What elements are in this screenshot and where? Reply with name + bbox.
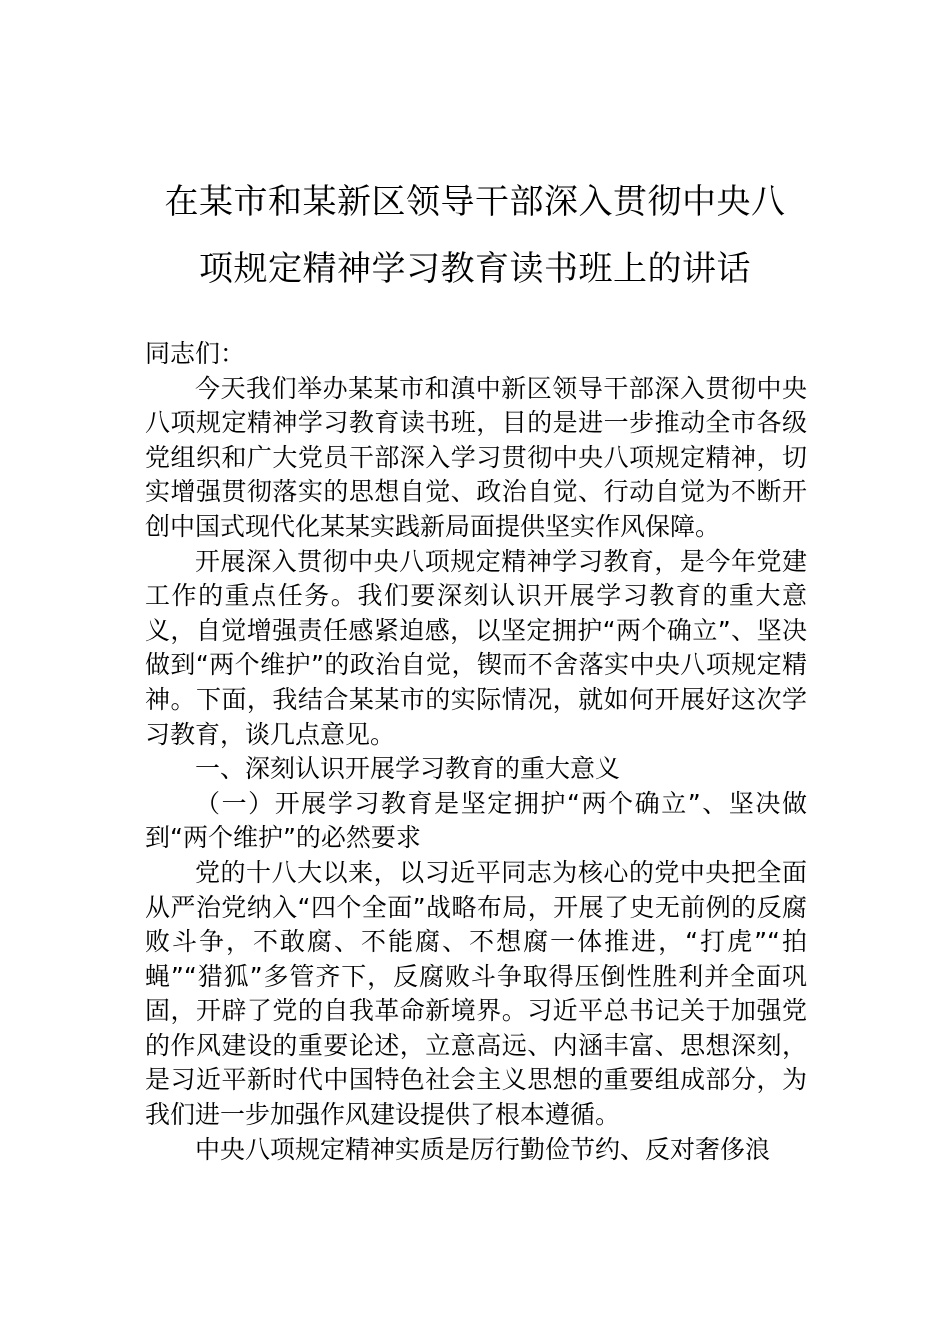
paragraph-essence: 中央八项规定精神实质是厉行勤俭节约、反对奢侈浪 (195, 1134, 771, 1164)
paragraph-history: 党的十八大以来，以习近平同志为核心的党中央把全面从严治党纳入“四个全面”战略布局，开展了史无前例的反腐败斗争，不敢腐、不能腐、不想腐一体推进，“打虎”“拍蝇”“猎狐”多管齐下，反腐败斗争取得压倒性胜利并全面巩固，开辟了党的自我革命新境界。习近平总书记关于加强党的作风建设的重要论述，立意高远、内涵丰富、思想深刻，是习近平新时代中国特色社会主义思想的重要组成部分，为我们进一步加强作风建设提供了根本遵循。 (145, 857, 807, 1130)
paragraph-intro: 今天我们举办某某市和滇中新区领导干部深入贯彻中央八项规定精神学习教育读书班，目的是进一步推动全市各级党组织和广大党员干部深入学习贯彻中央八项规定精神，切实增强贯彻落实的思想自觉、政治自觉、行动自觉为不断开创中国式现代化某某实践新局面提供坚实作风保障。 (145, 373, 807, 541)
section-heading-1: 一、深刻认识开展学习教育的重大意义 (195, 754, 621, 784)
paragraph-significance: 开展深入贯彻中央八项规定精神学习教育，是今年党建工作的重点任务。我们要深刻认识开展学习教育的重大意义，自觉增强责任感紧迫感，以坚定拥护“两个确立”、坚决做到“两个维护”的政治自觉，锲而不舍落实中央八项规定精神。下面，我结合某某市的实际情况，就如何开展好这次学习教育，谈几点意见。 (145, 546, 807, 749)
salutation: 同志们： (145, 339, 246, 368)
subsection-heading-1: （一）开展学习教育是坚定拥护“两个确立”、坚决做到“两个维护”的必然要求 (145, 788, 807, 853)
document-body (145, 337, 807, 1167)
document-title-line-2: 项规定精神学习教育读书班上的讲话 (199, 249, 751, 289)
document-title-line-1: 在某市和某新区领导干部深入贯彻中央八 (164, 182, 786, 222)
